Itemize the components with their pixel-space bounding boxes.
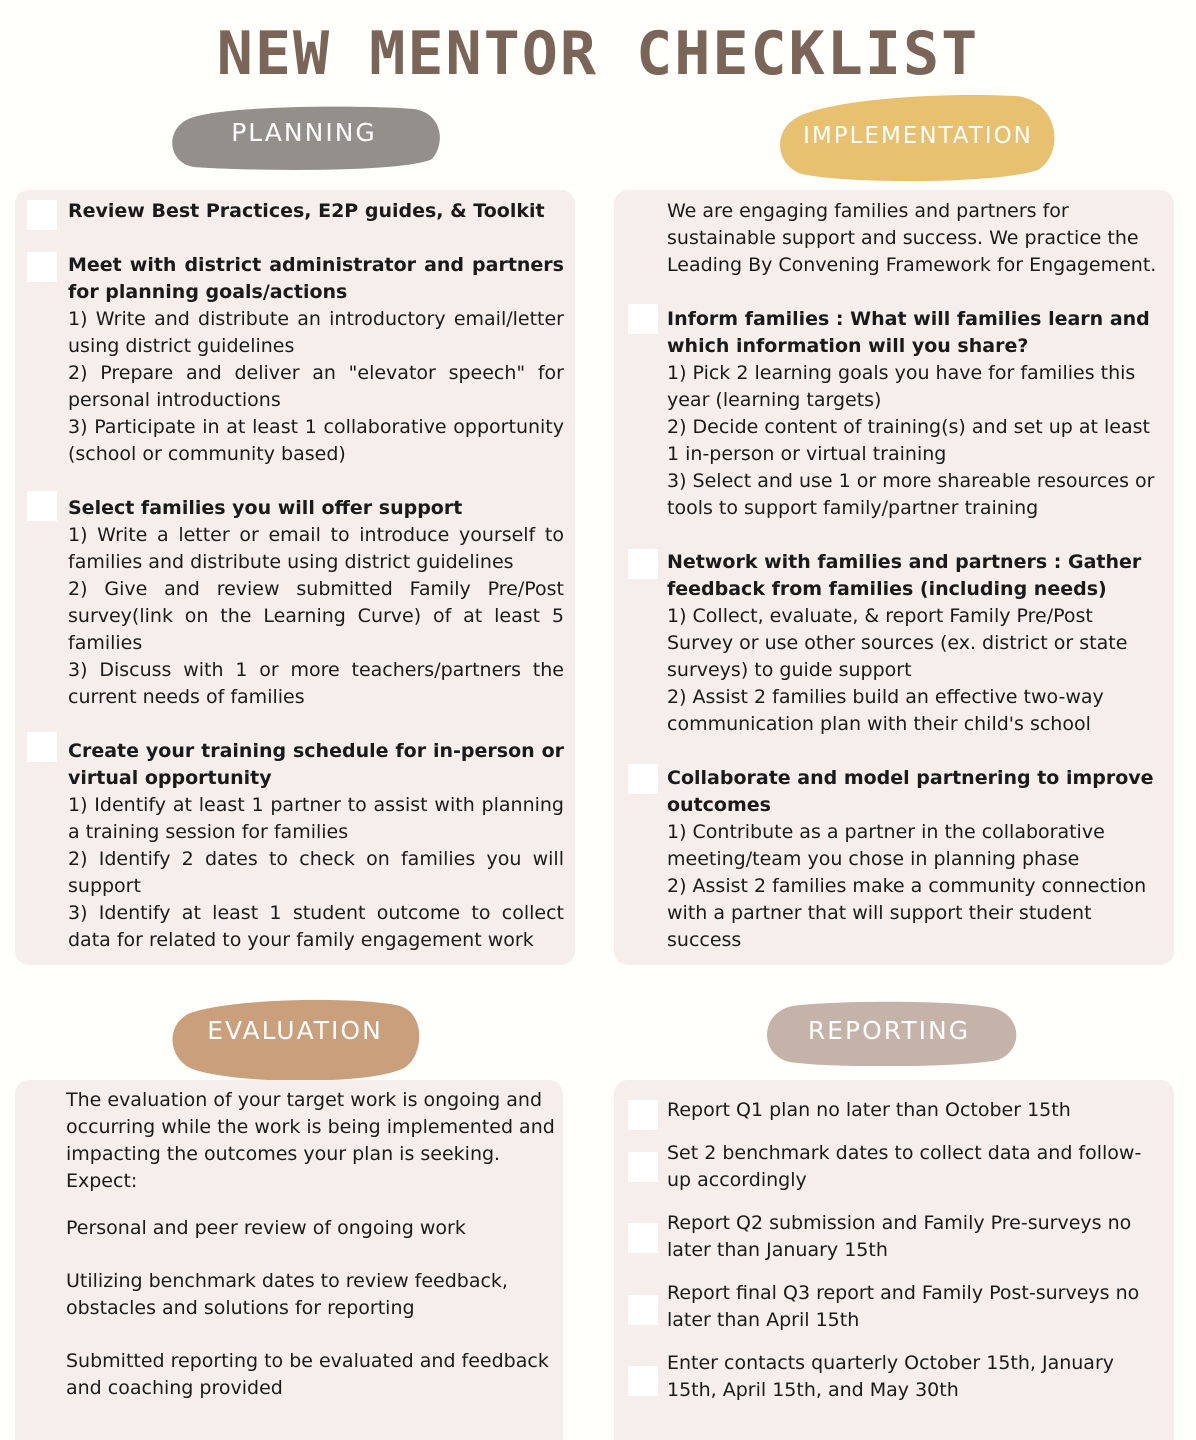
planning-heading-1: Review Best Practices, E2P guides, & Toolkit	[68, 200, 545, 222]
checkbox-implementation-1[interactable]	[628, 304, 658, 334]
checkbox-reporting-2[interactable]	[628, 1152, 658, 1182]
planning-item: 1) Write a letter or email to introduce yourself to families and distribute using district guidelines	[68, 524, 564, 573]
planning-section-4	[68, 738, 564, 954]
planning-heading-4: Create your training schedule for in-person or virtual opportunity	[68, 740, 564, 789]
planning-item: 3) Identify at least 1 student outcome to collect data for related to your family engagement work	[68, 902, 564, 951]
checkbox-planning-4[interactable]	[27, 732, 57, 762]
reporting-item-4: Report final Q3 report and Family Post-surveys no later than April 15th	[667, 1282, 1140, 1331]
evaluation-label: EVALUATION	[207, 1016, 383, 1045]
reporting-label: REPORTING	[807, 1016, 971, 1045]
planning-section-2	[68, 252, 564, 468]
implementation-intro: We are engaging families and partners for sustainable support and success. We practice the Leading By Convening Framework for Engagement.	[667, 200, 1157, 276]
checkbox-reporting-4[interactable]	[628, 1295, 658, 1325]
checkbox-planning-3[interactable]	[27, 491, 57, 521]
implementation-label: IMPLEMENTATION	[803, 123, 1033, 149]
evaluation-item-1: Personal and peer review of ongoing work	[66, 1217, 466, 1239]
implementation-heading-3: Collaborate and model partnering to improve outcomes	[667, 767, 1154, 816]
implementation-heading-1: Inform families : What will families learn and which information will you share?	[667, 308, 1150, 357]
implementation-heading-2: Network with families and partners : Gather feedback from families (including needs)	[667, 551, 1142, 600]
checkbox-reporting-1[interactable]	[628, 1100, 658, 1130]
planning-item: 1) Identify at least 1 partner to assist with planning a training session for families	[68, 794, 564, 843]
evaluation-item-2: Utilizing benchmark dates to review feedback, obstacles and solutions for reporting	[66, 1270, 508, 1319]
implementation-item: 2) Assist 2 families build an effective two-way communication plan with their child's school	[667, 686, 1104, 735]
checkbox-planning-1[interactable]	[27, 200, 57, 230]
page-title: NEW MENTOR CHECKLIST	[216, 19, 980, 89]
planning-label: PLANNING	[231, 118, 377, 147]
implementation-section-1	[667, 306, 1167, 522]
implementation-section-2	[667, 549, 1162, 738]
checkbox-implementation-2[interactable]	[628, 549, 658, 579]
checkbox-reporting-3[interactable]	[628, 1223, 658, 1253]
implementation-item: 2) Assist 2 families make a community connection with a partner that will support their student success	[667, 875, 1147, 951]
reporting-item-1: Report Q1 plan no later than October 15th	[667, 1099, 1071, 1121]
implementation-item: 3) Select and use 1 or more shareable resources or tools to support family/partner training	[667, 470, 1155, 519]
evaluation-intro: The evaluation of your target work is ongoing and occurring while the work is being implemented and impacting the outcomes your plan is seeking. Expect:	[66, 1089, 555, 1192]
planning-item: 1) Write and distribute an introductory email/letter using district guidelines	[68, 308, 564, 357]
checkbox-planning-2[interactable]	[27, 252, 57, 282]
planning-heading-2: Meet with district administrator and partners for planning goals/actions	[68, 254, 564, 303]
implementation-item: 1) Contribute as a partner in the collaborative meeting/team you chose in planning phase	[667, 821, 1105, 870]
planning-item: 3) Discuss with 1 or more teachers/partners the current needs of families	[68, 659, 564, 708]
planning-section-3	[68, 495, 564, 711]
planning-heading-3: Select families you will offer support	[68, 497, 463, 519]
checkbox-implementation-3[interactable]	[628, 764, 658, 794]
planning-item: 2) Prepare and deliver an "elevator speech" for personal introductions	[68, 362, 564, 411]
implementation-item: 1) Collect, evaluate, & report Family Pre/Post Survey or use other sources (ex. district or state surveys) to guide support	[667, 605, 1128, 681]
implementation-section-3	[667, 765, 1162, 954]
reporting-item-5: Enter contacts quarterly October 15th, January 15th, April 15th, and May 30th	[667, 1352, 1115, 1401]
planning-item: 2) Give and review submitted Family Pre/Post survey(link on the Learning Curve) of at least 5 families	[68, 578, 564, 654]
evaluation-item-3: Submitted reporting to be evaluated and feedback and coaching provided	[66, 1350, 549, 1399]
planning-item: 2) Identify 2 dates to check on families you will support	[68, 848, 564, 897]
reporting-item-2: Set 2 benchmark dates to collect data and follow-up accordingly	[667, 1142, 1142, 1191]
implementation-item: 1) Pick 2 learning goals you have for families this year (learning targets)	[667, 362, 1136, 411]
implementation-item: 2) Decide content of training(s) and set up at least 1 in-person or virtual training	[667, 416, 1150, 465]
planning-item: 3) Participate in at least 1 collaborative opportunity (school or community based)	[68, 416, 564, 465]
reporting-item-3: Report Q2 submission and Family Pre-surveys no later than January 15th	[667, 1212, 1132, 1261]
checkbox-reporting-5[interactable]	[628, 1366, 658, 1396]
